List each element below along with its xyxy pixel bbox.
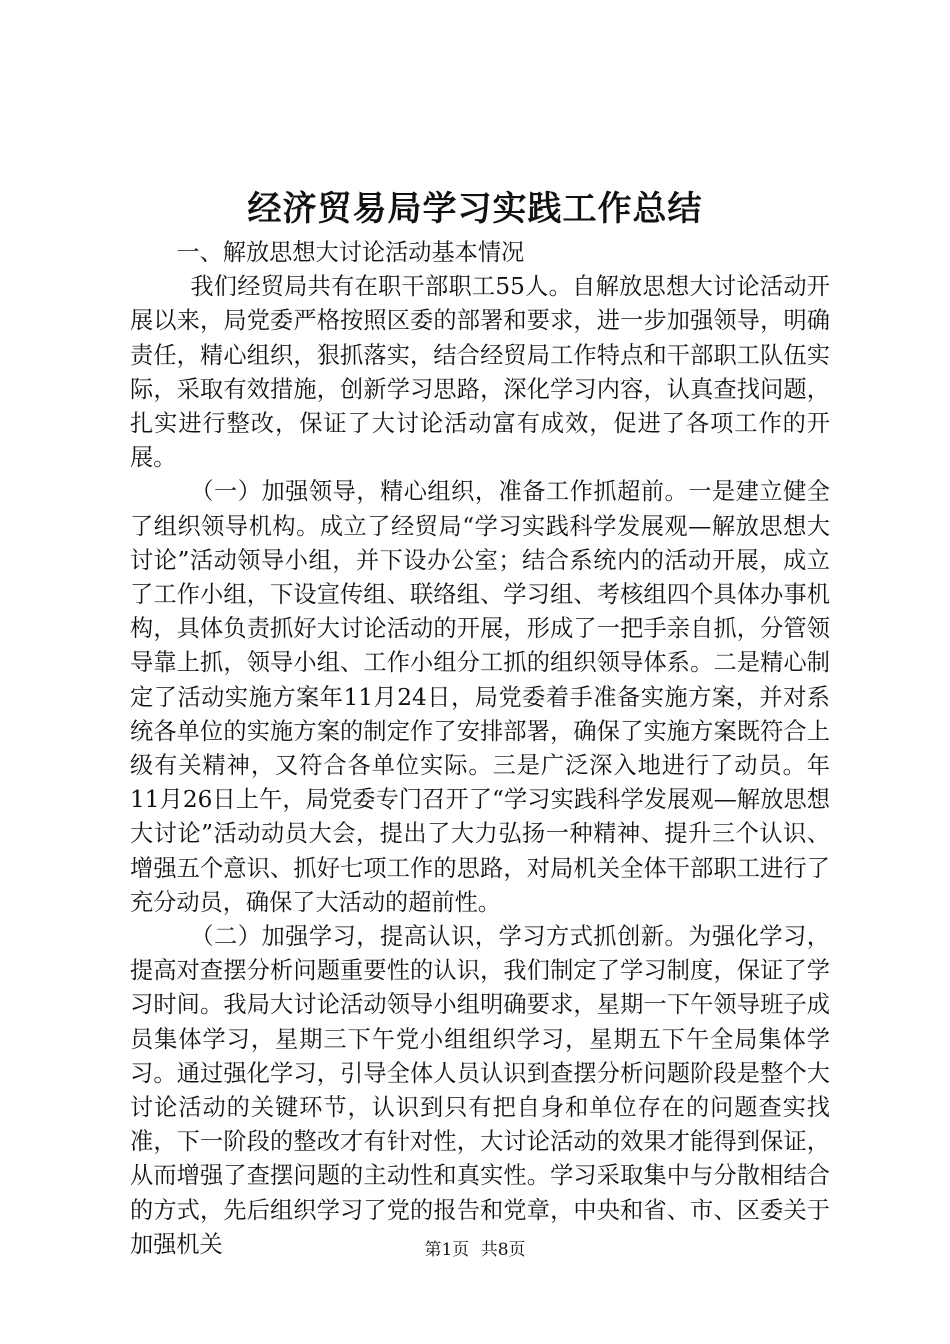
page-total: 共8页 — [480, 1240, 526, 1260]
paragraph-study: （二）加强学习，提高认识，学习方式抓创新。为强化学习，提高对查摆分析问题重要性的认识，我们制定了学习制度，保证了学习时间。我局大讨论活动领导小组明确要求，星期一下午领导班子成员集体学习，星期三下午党小组组织学习，星期五下午全局集体学习。通过强化学习，引导全体人员认识到查摆分析问题阶段是整个大讨论活动的关键环节，认识到只有把自身和单位存在的问题查实找准，下一阶段的整改才有针对性，大讨论活动的效果才能得到保证，从而增强了查摆问题的主动性和真实性。学习采取集中与分散相结合的方式，先后组织学习了党的报告和党章，中央和省、市、区委关于加强机关 — [130, 923, 830, 1258]
document-body — [130, 236, 830, 1262]
page-footer — [0, 1238, 950, 1262]
paragraph-intro: 我们经贸局共有在职干部职工55人。自解放思想大讨论活动开展以来，局党委严格按照区委的部署和要求，进一步加强领导，明确责任，精心组织，狠抓落实，结合经贸局工作特点和干部职工队伍实际，采取有效措施，创新学习思路，深化学习内容，认真查找问题，扎实进行整改，保证了大讨论活动富有成效，促进了各项工作的开展。 — [130, 273, 830, 472]
paragraph-leadership: （一）加强领导，精心组织，准备工作抓超前。一是建立健全了组织领导机构。成立了经贸局“学习实践科学发展观—解放思想大讨论”活动领导小组，并下设办公室；结合系统内的活动开展，成立了工作小组，下设宣传组、联络组、学习组、考核组四个具体办事机构，具体负责抓好大讨论活动的开展，形成了一把手亲自抓，分管领导靠上抓，领导小组、工作小组分工抓的组织领导体系。二是精心制定了活动实施方案年11月24日，局党委着手准备实施方案，并对系统各单位的实施方案的制定作了安排部署，确保了实施方案既符合上级有关精神，又符合各单位实际。三是广泛深入地进行了动员。年11月26日上午，局党委专门召开了“学习实践科学发展观—解放思想大讨论”活动动员大会，提出了大力弘扬一种精神、提升三个认识、增强五个意识、抓好七项工作的思路，对局机关全体干部职工进行了充分动员，确保了大活动的超前性。 — [130, 478, 830, 916]
page-number: 第1页 — [424, 1240, 470, 1260]
section-heading: 一、解放思想大讨论活动基本情况 — [176, 239, 525, 266]
document-title: 经济贸易局学习实践工作总结 — [247, 189, 703, 229]
